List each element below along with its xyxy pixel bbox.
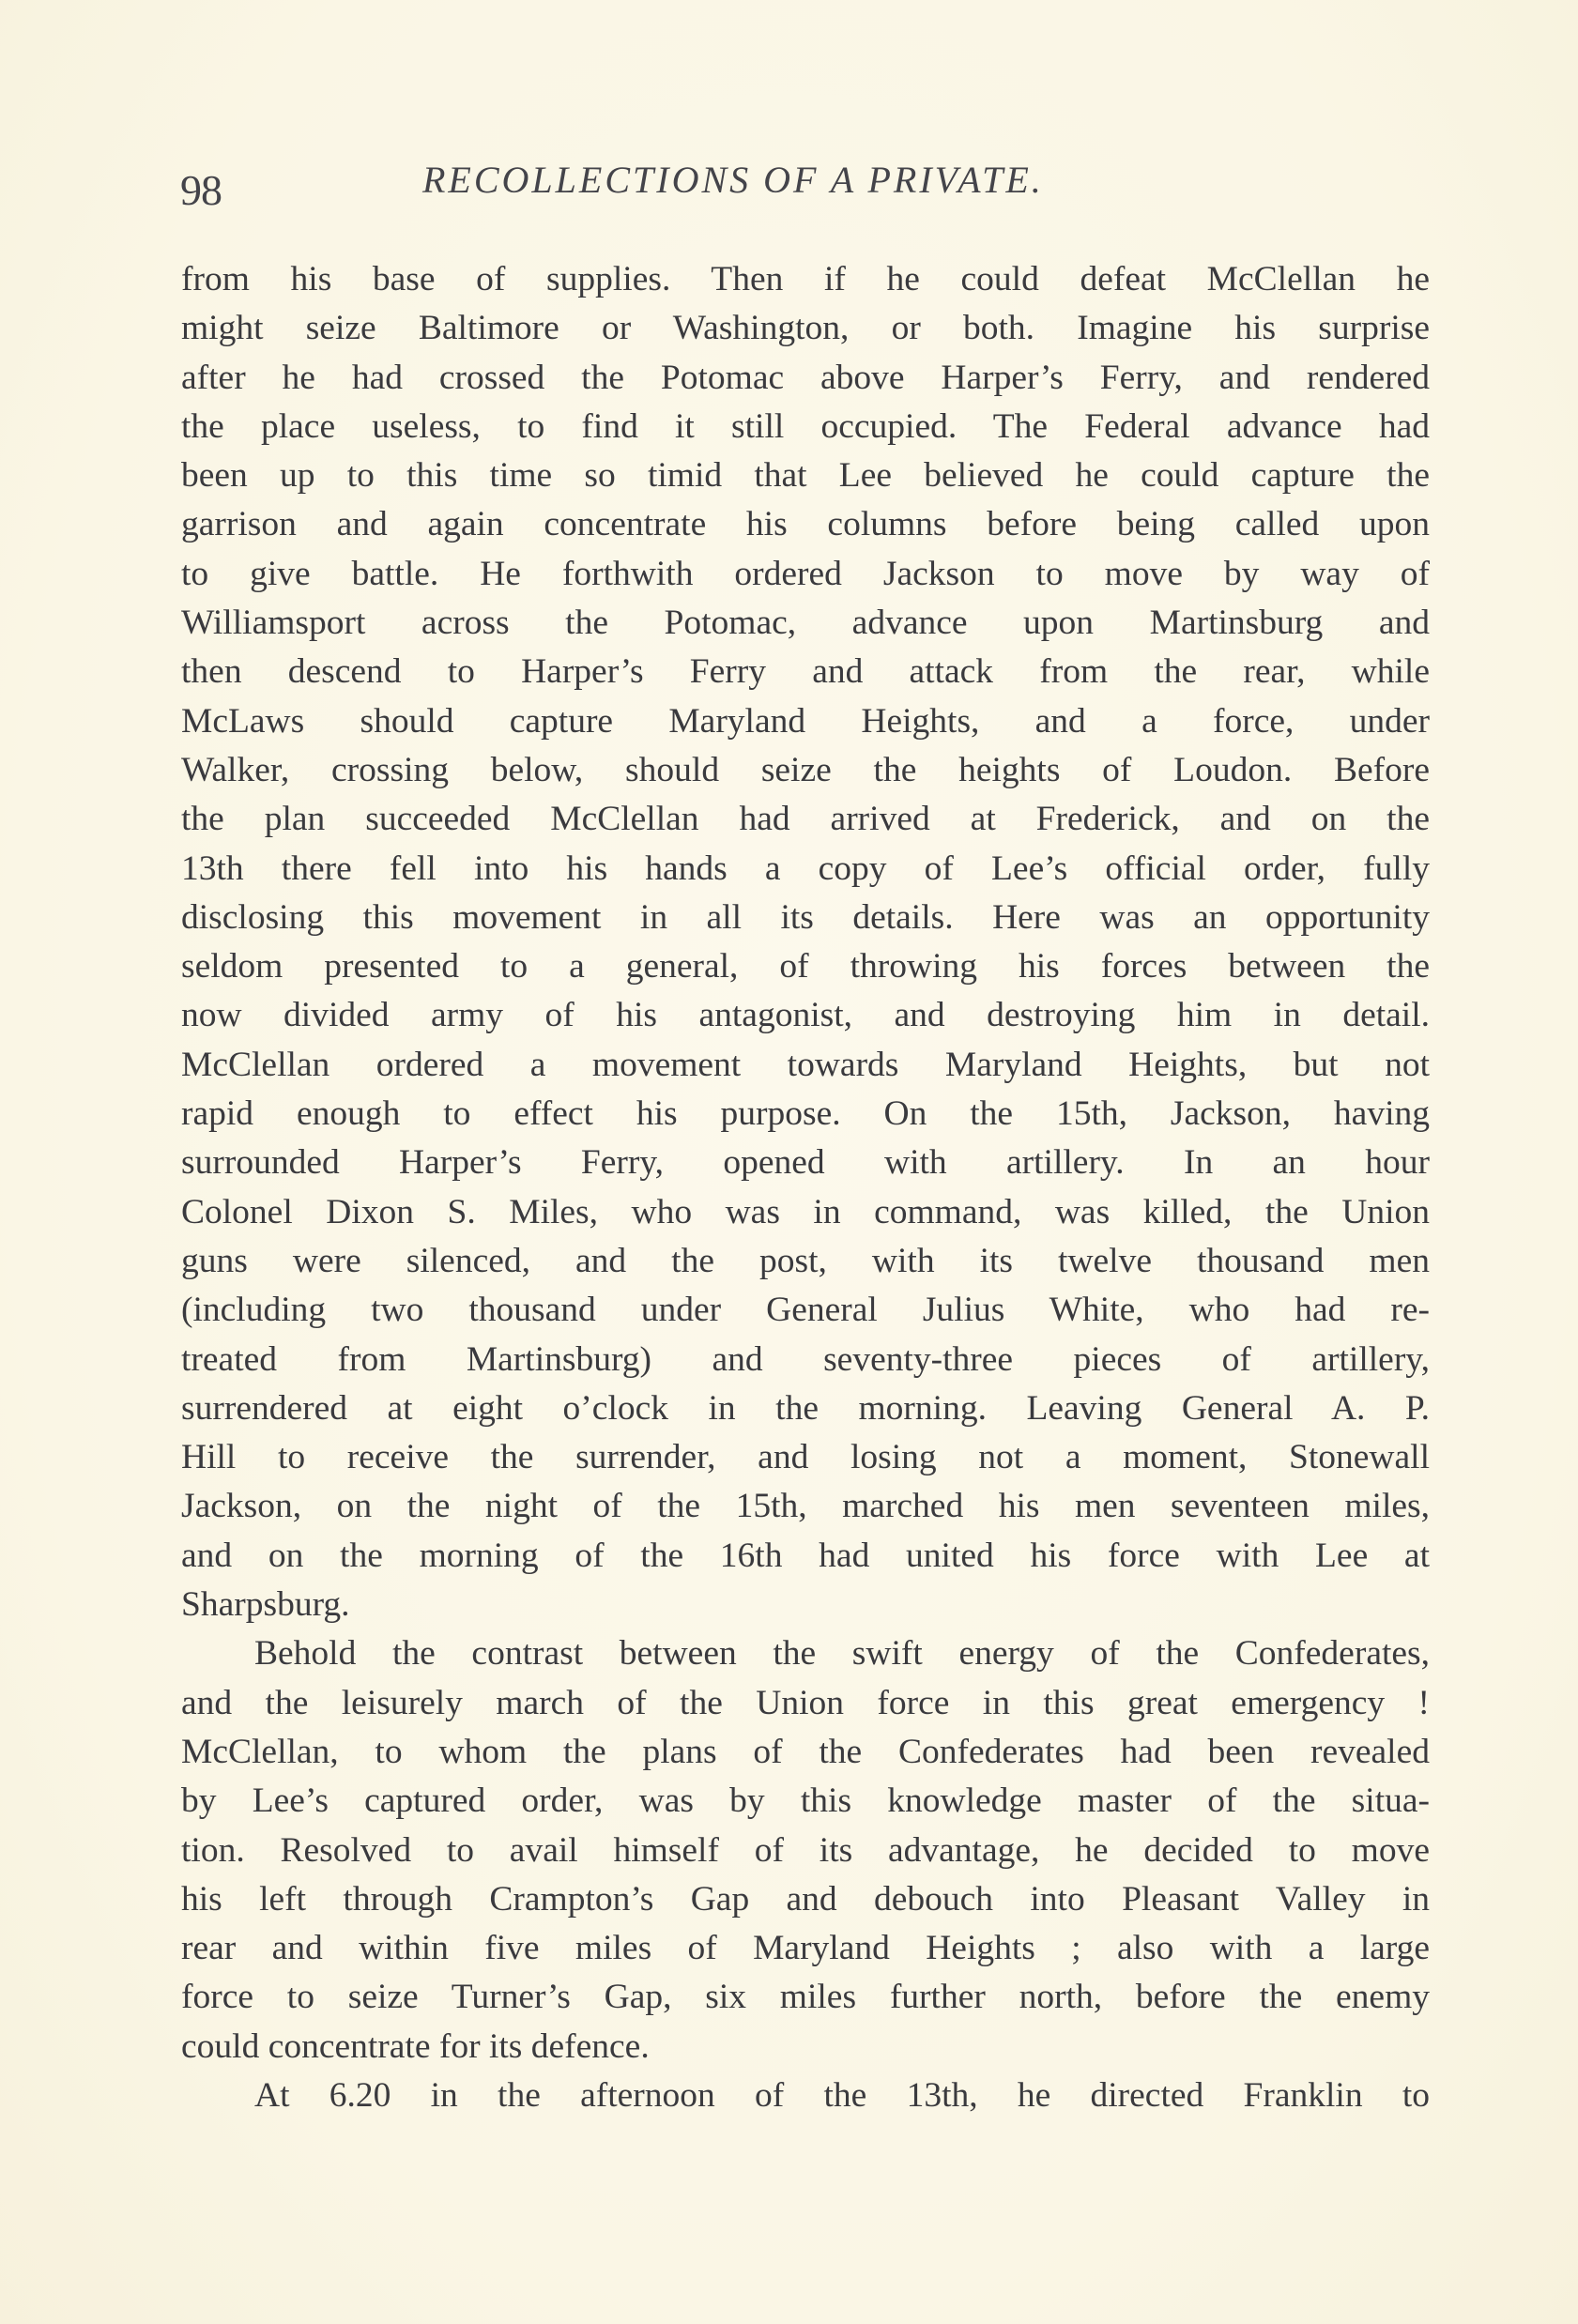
- text-line: rapid enough to effect his purpose. On the 15th, Jackson, having: [181, 1094, 1430, 1134]
- paragraph-1: [181, 255, 1430, 1629]
- running-head-title: RECOLLECTIONS OF A PRIVATE.: [422, 159, 1044, 201]
- text-line: treated from Martinsburg) and seventy-three pieces of artillery,: [181, 1339, 1430, 1379]
- text-line: and on the morning of the 16th had united his force with Lee at: [181, 1536, 1430, 1575]
- text-line: after he had crossed the Potomac above Harper’s Ferry, and rendered: [181, 358, 1430, 397]
- paragraph-2: [181, 1629, 1430, 2072]
- text-line: McLaws should capture Maryland Heights, and a force, under: [181, 701, 1430, 741]
- text-line: Williamsport across the Potomac, advance upon Martinsburg and: [181, 604, 1430, 643]
- text-line: rear and within five miles of Maryland Heights ; also with a large: [181, 1929, 1430, 1968]
- text-line: disclosing this movement in all its details. Here was an opportunity: [181, 897, 1430, 937]
- text-line: might seize Baltimore or Washington, or both. Imagine his surprise: [181, 309, 1430, 348]
- paragraph-3: [181, 2072, 1430, 2120]
- text-line: the plan succeeded McClellan had arrived at Frederick, and on the: [181, 800, 1430, 839]
- text-line: and the leisurely march of the Union force in this great emergency !: [181, 1683, 1430, 1722]
- text-line: Jackson, on the night of the 15th, marched his men seventeen miles,: [181, 1487, 1430, 1526]
- body-text: [181, 255, 1430, 2120]
- text-line: his left through Crampton’s Gap and debouch into Pleasant Valley in: [181, 1879, 1430, 1919]
- text-line: At 6.20 in the afternoon of the 13th, he directed Franklin to: [254, 2075, 1430, 2115]
- text-line: surrendered at eight o’clock in the morning. Leaving General A. P.: [181, 1388, 1430, 1428]
- text-line: seldom presented to a general, of throwing his forces between the: [181, 947, 1430, 986]
- text-line: guns were silenced, and the post, with its twelve thousand men: [181, 1241, 1430, 1280]
- text-line: now divided army of his antagonist, and destroying him in detail.: [181, 996, 1430, 1035]
- text-line: tion. Resolved to avail himself of its advantage, he decided to move: [181, 1830, 1430, 1870]
- text-line: been up to this time so timid that Lee believed he could capture the: [181, 456, 1430, 496]
- text-line: then descend to Harper’s Ferry and attack from the rear, while: [181, 652, 1430, 692]
- text-line: 13th there fell into his hands a copy of Lee’s official order, fully: [181, 849, 1430, 888]
- running-head: [180, 158, 1166, 223]
- text-line: by Lee’s captured order, was by this knowledge master of the situa-: [181, 1781, 1430, 1821]
- text-line: force to seize Turner’s Gap, six miles further north, before the enemy: [181, 1978, 1430, 2017]
- text-line: to give battle. He forthwith ordered Jackson to move by way of: [181, 554, 1430, 593]
- text-line: could concentrate for its defence.: [181, 2026, 650, 2066]
- text-line: Walker, crossing below, should seize the heights of Loudon. Before: [181, 750, 1430, 789]
- text-line: the place useless, to find it still occupied. The Federal advance had: [181, 406, 1430, 446]
- text-line: Colonel Dixon S. Miles, who was in command, was killed, the Union: [181, 1192, 1430, 1231]
- text-line: McClellan, to whom the plans of the Confederates had been revealed: [181, 1732, 1430, 1771]
- text-line: Sharpsburg.: [181, 1585, 350, 1625]
- text-line: from his base of supplies. Then if he could defeat McClellan he: [181, 260, 1430, 298]
- text-line: Behold the contrast between the swift energy of the Confederates,: [254, 1634, 1430, 1674]
- text-line: Hill to receive the surrender, and losing not a moment, Stonewall: [181, 1438, 1430, 1477]
- page-number: 98: [180, 166, 222, 214]
- text-line: garrison and again concentrate his columns before being called upon: [181, 505, 1430, 544]
- text-line: McClellan ordered a movement towards Maryland Heights, but not: [181, 1045, 1430, 1084]
- text-line: surrounded Harper’s Ferry, opened with artillery. In an hour: [181, 1143, 1430, 1183]
- text-line: (including two thousand under General Julius White, who had re-: [181, 1291, 1430, 1330]
